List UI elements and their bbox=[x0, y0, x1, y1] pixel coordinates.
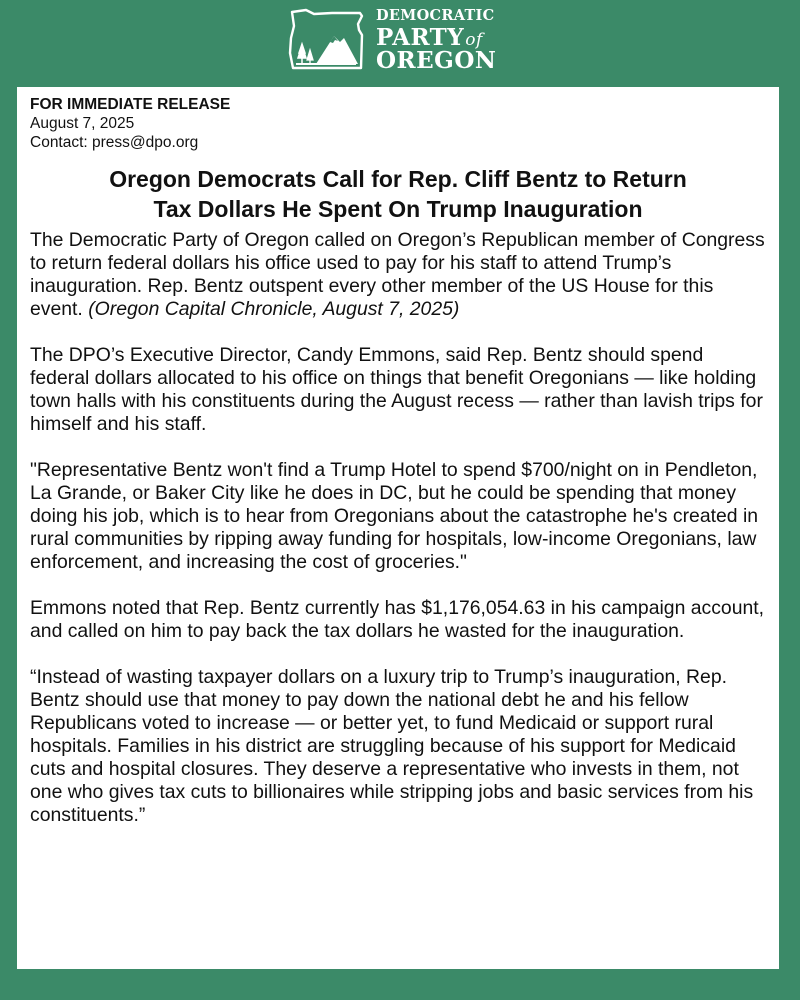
logo-of-text: of bbox=[465, 29, 483, 50]
release-contact: Contact: press@dpo.org bbox=[30, 134, 199, 151]
headline bbox=[30, 164, 766, 224]
oregon-state-icon bbox=[288, 8, 370, 72]
paragraph-1 bbox=[30, 229, 766, 321]
release-label: FOR IMMEDIATE RELEASE bbox=[30, 96, 231, 113]
party-logo[interactable] bbox=[288, 8, 518, 74]
paragraph-spacer bbox=[30, 643, 766, 666]
logo-party-text: PARTY bbox=[376, 23, 465, 51]
paragraph-5-quote: “Instead of wasting taxpayer dollars on a luxury trip to Trump’s inauguration, Rep. Bentz should use that money to pay down the national debt he and his fellow Republicans voted to increase — or better yet, to fund Medicaid or support rural hospitals. Families in his district are struggling because of his support for Medicaid cuts and hospital closures. They deserve a representative who invests in them, not one who gives tax cuts to billionaires while stripping jobs and basic services from his constituents.” bbox=[30, 666, 754, 826]
paragraph-spacer bbox=[30, 436, 766, 459]
release-meta bbox=[30, 95, 766, 152]
paragraph-4: Emmons noted that Rep. Bentz currently has $1,176,054.63 in his campaign account, and called on him to pay back the tax dollars he wasted for the inauguration. bbox=[30, 597, 765, 642]
paragraph-2: The DPO’s Executive Director, Candy Emmons, said Rep. Bentz should spend federal dollars allocated to his office on things that benefit Oregonians — like holding town halls with his constituents during the August recess — rather than lavish trips for himself and his staff. bbox=[30, 344, 763, 435]
release-date: August 7, 2025 bbox=[30, 115, 135, 132]
paragraph-3-quote: "Representative Bentz won't find a Trump Hotel to spend $700/night on in Pendleton, La Grande, or Baker City like he does in DC, but he could be spending that money doing his job, which is to hear from Oregonians about the catastrophe he's created in rural communities by ripping away funding for hospitals, low-income Oregonians, law enforcement, and increasing the cost of groceries." bbox=[30, 459, 759, 573]
header bbox=[0, 0, 800, 90]
paragraph-1-source: (Oregon Capital Chronicle, August 7, 2025) bbox=[88, 298, 460, 320]
paragraph-1-text: The Democratic Party of Oregon called on Oregon’s Republican member of Congress to return federal dollars his office used to pay for his staff to attend Trump’s inauguration. Rep. Bentz outspent every other member of the US House for this event. bbox=[30, 229, 765, 320]
logo-wordmark bbox=[376, 9, 496, 72]
headline-line-2: Tax Dollars He Spent On Trump Inauguration bbox=[153, 196, 643, 222]
paragraph-spacer bbox=[30, 321, 766, 344]
paragraph-spacer bbox=[30, 574, 766, 597]
press-release-panel bbox=[17, 87, 779, 969]
logo-line-oregon: OREGON bbox=[376, 46, 497, 74]
headline-line-1: Oregon Democrats Call for Rep. Cliff Bentz to Return bbox=[109, 166, 687, 192]
logo-line-democratic: DEMOCRATIC bbox=[376, 7, 495, 24]
logo-line-party bbox=[376, 23, 496, 51]
